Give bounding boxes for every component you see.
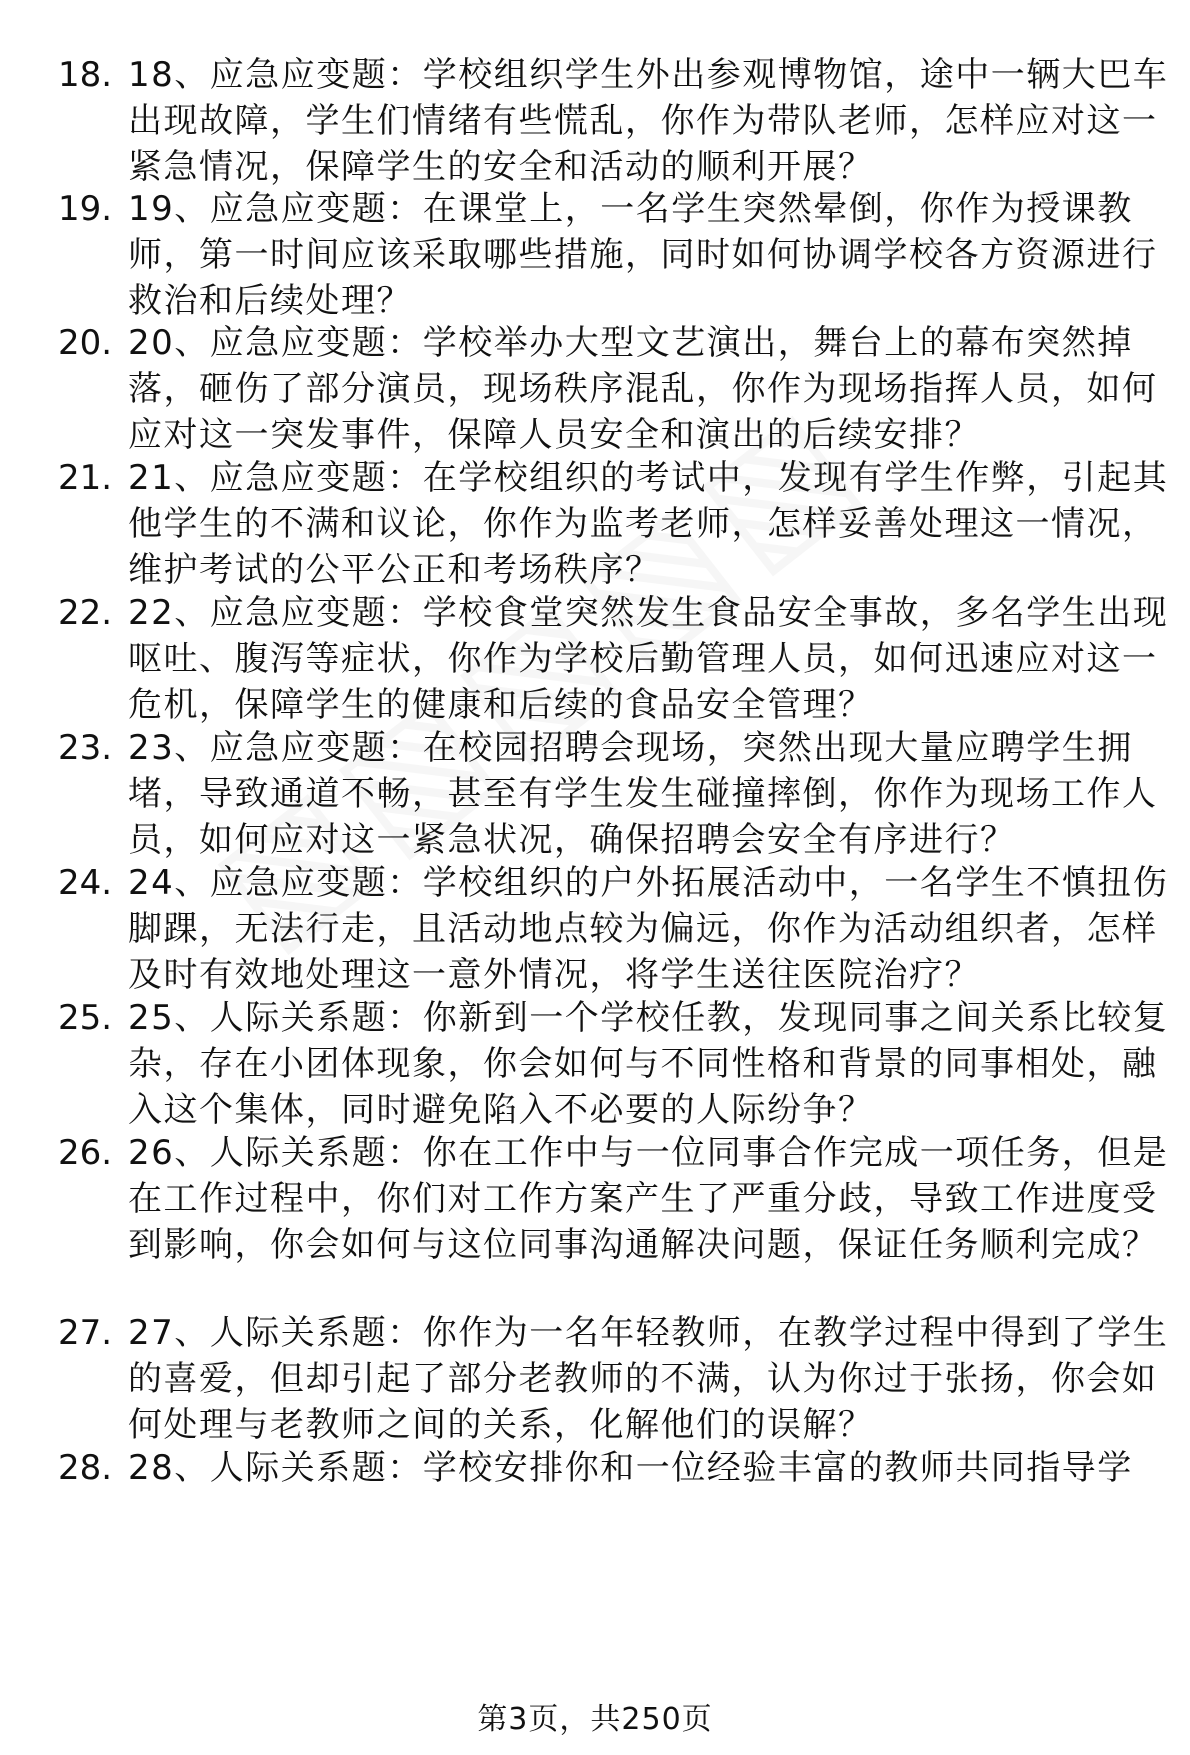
item-text: 27、人际关系题：你作为一名年轻教师，在教学过程中得到了学生的喜爱，但却引起了部分老教师的不满，认为你过于张扬，你会如何处理与老教师之间的关系，化解他们的误解？ <box>128 1313 1169 1445</box>
item-text: 19、应急应变题：在课堂上，一名学生突然晕倒，你作为授课教师，第一时间应该采取哪些措施，同时如何协调学校各方资源进行救治和后续处理？ <box>128 189 1158 321</box>
item-number: 22. <box>58 593 113 633</box>
item-number: 28. <box>58 1448 113 1488</box>
item-text: 23、应急应变题：在校园招聘会现场，突然出现大量应聘学生拥堵，导致通道不畅，甚至有学生发生碰撞摔倒，你作为现场工作人员，如何应对这一紧急状况，确保招聘会安全有序进行？ <box>128 728 1158 860</box>
item-number: 24. <box>58 863 113 903</box>
item-number: 23. <box>58 728 113 768</box>
item-number: 19. <box>58 189 113 229</box>
item-text: 20、应急应变题：学校举办大型文艺演出，舞台上的幕布突然掉落，砸伤了部分演员，现场秩序混乱，你作为现场指挥人员，如何应对这一突发事件，保障人员安全和演出的后续安排？ <box>128 323 1158 455</box>
item-text: 22、应急应变题：学校食堂突然发生食品安全事故，多名学生出现呕吐、腹泻等症状，你作为学校后勤管理人员，如何迅速应对这一危机，保障学生的健康和后续的食品安全管理？ <box>128 593 1169 725</box>
item-number: 21. <box>58 458 113 498</box>
item-number: 25. <box>58 998 113 1038</box>
item-text: 25、人际关系题：你新到一个学校任教，发现同事之间关系比较复杂，存在小团体现象，你会如何与不同性格和背景的同事相处，融入这个集体，同时避免陷入不必要的人际纷争？ <box>128 998 1169 1130</box>
page-number-footer: 第3页，共250页 <box>477 1702 713 1737</box>
item-text: 28、人际关系题：学校安排你和一位经验丰富的教师共同指导学 <box>128 1448 1133 1488</box>
item-text: 18、应急应变题：学校组织学生外出参观博物馆，途中一辆大巴车出现故障，学生们情绪有些慌乱，你作为带队老师，怎样应对这一紧急情况，保障学生的安全和活动的顺利开展？ <box>128 55 1169 187</box>
item-number: 27. <box>58 1313 113 1353</box>
item-text: 24、应急应变题：学校组织的户外拓展活动中，一名学生不慎扭伤脚踝，无法行走，且活动地点较为偏远，你作为活动组织者，怎样及时有效地处理这一意外情况，将学生送往医院治疗？ <box>128 863 1169 995</box>
item-number: 26. <box>58 1133 113 1173</box>
item-number: 20. <box>58 323 113 363</box>
item-number: 18. <box>58 55 113 95</box>
item-text: 26、人际关系题：你在工作中与一位同事合作完成一项任务，但是在工作过程中，你们对工作方案产生了严重分歧，导致工作进度受到影响，你会如何与这位同事沟通解决问题，保证任务顺利完成？ <box>128 1133 1169 1265</box>
item-text: 21、应急应变题：在学校组织的考试中，发现有学生作弊，引起其他学生的不满和议论，你作为监考老师，怎样妥善处理这一情况，维护考试的公平公正和考场秩序？ <box>128 458 1169 590</box>
